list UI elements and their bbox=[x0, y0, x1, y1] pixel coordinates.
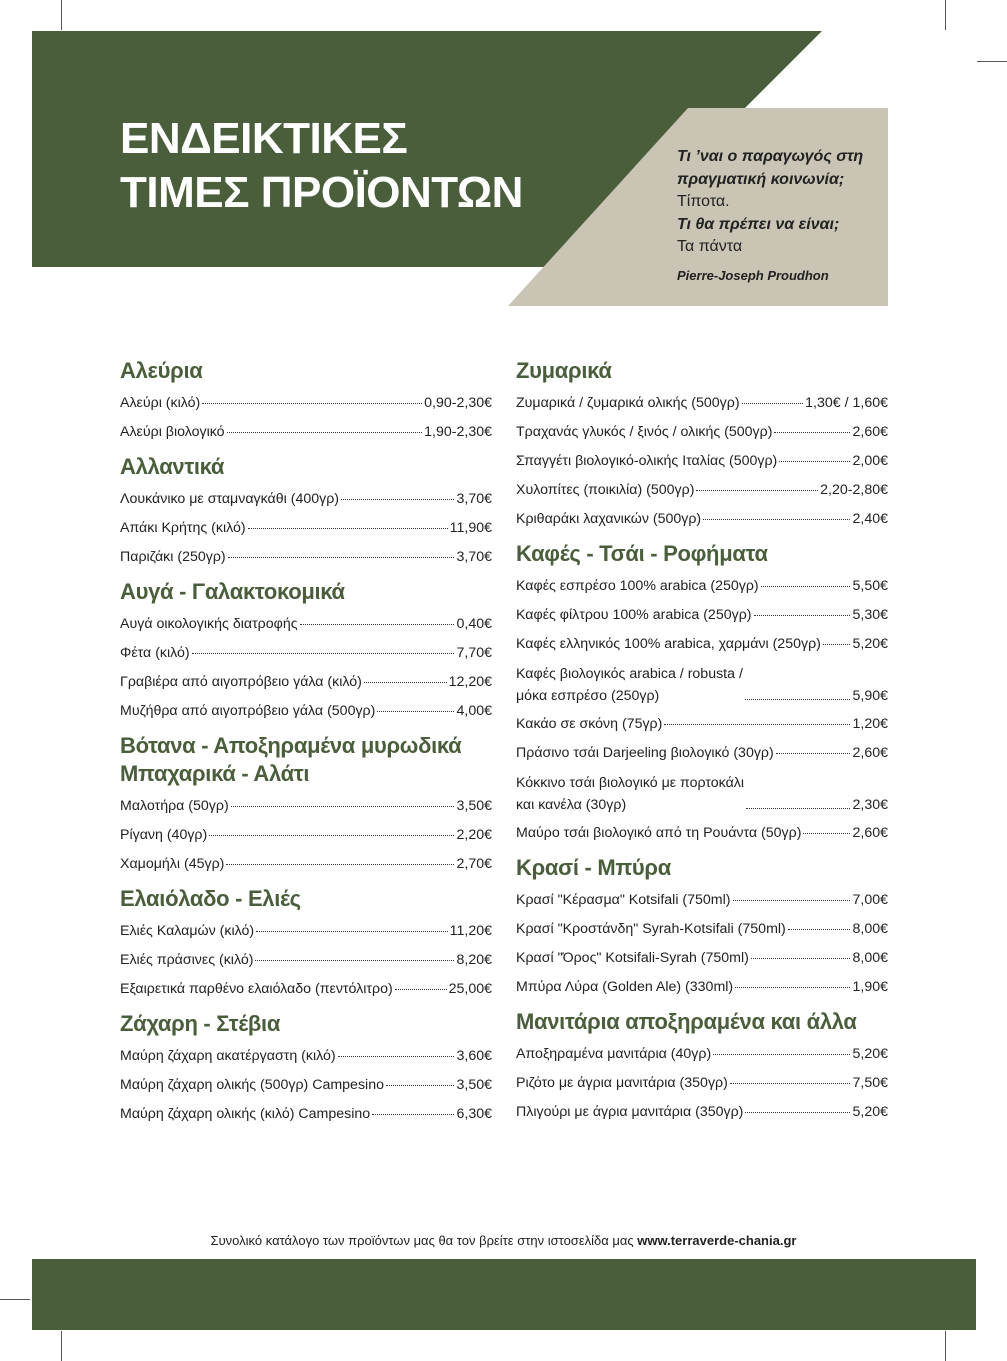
footer-note: Συνολικό κατάλογο των προϊόντων μας θα τον βρείτε στην ιστοσελίδα μας bbox=[210, 1233, 634, 1248]
quote-line: Τι θα πρέπει να είναι; bbox=[677, 215, 840, 233]
section-title-line: Βότανα - Αποξηραμένα μυρωδικά bbox=[120, 733, 462, 758]
product-price: 11,20€ bbox=[449, 923, 492, 939]
product-row bbox=[516, 710, 888, 739]
product-price: 2,70€ bbox=[456, 856, 492, 872]
product-name: Κρασί "Κέρασμα" Kotsifali (750ml) bbox=[516, 892, 731, 908]
product-price: 1,30€ / 1,60€ bbox=[805, 395, 888, 411]
product-price: 6,30€ bbox=[456, 1106, 492, 1122]
dot-leader bbox=[703, 519, 850, 520]
price-section bbox=[120, 1010, 492, 1129]
product-price: 2,20€ bbox=[456, 827, 492, 843]
product-name-line: Καφές βιολογικός arabica / robusta / bbox=[516, 666, 743, 682]
page-title bbox=[120, 112, 523, 220]
price-section bbox=[516, 854, 888, 1002]
product-price: 1,20€ bbox=[852, 716, 888, 732]
product-row bbox=[120, 1071, 492, 1100]
product-price: 5,50€ bbox=[852, 578, 888, 594]
dot-leader bbox=[735, 987, 850, 988]
product-price: 2,30€ bbox=[852, 797, 888, 813]
product-row bbox=[516, 572, 888, 601]
product-row bbox=[516, 505, 888, 534]
product-row bbox=[516, 1040, 888, 1069]
crop-mark bbox=[977, 61, 1007, 62]
product-name-line: Κόκκινο τσάι βιολογικό με πορτοκάλι bbox=[516, 775, 745, 791]
product-row bbox=[516, 739, 888, 768]
left-column bbox=[120, 357, 492, 1135]
product-row bbox=[516, 418, 888, 447]
product-name: Κακάο σε σκόνη (75γρ) bbox=[516, 716, 663, 732]
section-title-line: Ελαιόλαδο - Ελιές bbox=[120, 886, 301, 911]
section-title-line: Καφές - Τσάι - Ροφήματα bbox=[516, 541, 768, 566]
dot-leader bbox=[779, 461, 850, 462]
product-row bbox=[120, 697, 492, 726]
product-name: Πράσινο τσάι Darjeeling βιολογικό (30γρ) bbox=[516, 745, 774, 761]
product-name: Λουκάνικο με σταμναγκάθι (400γρ) bbox=[120, 491, 340, 507]
section-title-line: Αυγά - Γαλακτοκομικά bbox=[120, 579, 345, 604]
product-price: 25,00€ bbox=[448, 981, 492, 997]
dot-leader bbox=[761, 586, 851, 587]
dot-leader bbox=[730, 1083, 851, 1084]
product-price: 2,40€ bbox=[852, 511, 888, 527]
product-price: 5,90€ bbox=[852, 688, 888, 704]
product-name: Απάκι Κρήτης (κιλό) bbox=[120, 520, 246, 536]
product-name: Μαύρη ζάχαρη ακατέργαστη (κιλό) bbox=[120, 1048, 336, 1064]
product-row bbox=[516, 886, 888, 915]
product-row bbox=[516, 973, 888, 1002]
product-row bbox=[120, 543, 492, 572]
product-price: 5,20€ bbox=[852, 636, 888, 652]
product-row bbox=[516, 601, 888, 630]
product-price: 0,40€ bbox=[456, 616, 492, 632]
quote-line: Τα πάντα bbox=[677, 238, 743, 255]
dot-leader bbox=[774, 432, 850, 433]
product-name: Αποξηραμένα μανιτάρια (40γρ) bbox=[516, 1046, 712, 1062]
price-section bbox=[516, 1008, 888, 1127]
product-price: 3,60€ bbox=[456, 1048, 492, 1064]
dot-leader bbox=[788, 929, 851, 930]
dot-leader bbox=[696, 490, 818, 491]
dot-leader bbox=[341, 499, 454, 500]
product-name: Ριζότο με άγρια μανιτάρια (350γρ) bbox=[516, 1075, 728, 1091]
dot-leader bbox=[209, 835, 454, 836]
product-name: Εξαιρετικά παρθένο ελαιόλαδο (πεντόλιτρο) bbox=[120, 981, 393, 997]
product-name: Μαύρο τσάι βιολογικό από τη Ρουάντα (50γρ) bbox=[516, 825, 802, 841]
section-title bbox=[516, 357, 888, 385]
product-name: Ρίγανη (40γρ) bbox=[120, 827, 208, 843]
dot-leader bbox=[733, 900, 851, 901]
product-price: 2,00€ bbox=[852, 453, 888, 469]
product-row bbox=[516, 663, 888, 707]
product-name: Πλιγούρι με άγρια μανιτάρια (350γρ) bbox=[516, 1104, 744, 1120]
dot-leader bbox=[256, 931, 448, 932]
dot-leader bbox=[803, 833, 850, 834]
product-row bbox=[516, 630, 888, 659]
product-name: Τραχανάς γλυκός / ξινός / ολικής (500γρ) bbox=[516, 424, 773, 440]
price-section bbox=[516, 540, 888, 848]
dot-leader bbox=[751, 958, 851, 959]
product-price: 3,50€ bbox=[456, 1077, 492, 1093]
section-title bbox=[516, 1008, 888, 1036]
product-row bbox=[120, 917, 492, 946]
price-section bbox=[516, 357, 888, 534]
product-row bbox=[516, 1069, 888, 1098]
product-row bbox=[120, 485, 492, 514]
quote-line: Τι ’ναι ο παραγωγός στη bbox=[677, 148, 864, 165]
product-price: 7,50€ bbox=[852, 1075, 888, 1091]
quote-line: πραγματική κοινωνία; bbox=[677, 170, 845, 188]
crop-mark bbox=[945, 1331, 946, 1361]
product-row bbox=[516, 1098, 888, 1127]
price-section bbox=[120, 732, 492, 879]
dot-leader bbox=[338, 1056, 455, 1057]
product-price: 3,50€ bbox=[456, 798, 492, 814]
product-name: Κριθαράκι λαχανικών (500γρ) bbox=[516, 511, 702, 527]
dot-leader bbox=[377, 711, 454, 712]
product-name: Ελιές πράσινες (κιλό) bbox=[120, 952, 254, 968]
dot-leader bbox=[742, 403, 804, 404]
product-name: Μαλοτήρα (50γρ) bbox=[120, 798, 229, 814]
product-price: 5,30€ bbox=[852, 607, 888, 623]
product-name: Χαμομήλι (45γρ) bbox=[120, 856, 225, 872]
section-title bbox=[120, 732, 492, 788]
product-row bbox=[516, 476, 888, 505]
product-row bbox=[120, 668, 492, 697]
product-name-line: και κανέλα (30γρ) bbox=[516, 797, 627, 813]
product-price: 7,70€ bbox=[456, 645, 492, 661]
product-name: Αλεύρι (κιλό) bbox=[120, 395, 201, 411]
dot-leader bbox=[776, 753, 851, 754]
section-title bbox=[516, 540, 888, 568]
product-name: Μπύρα Λύρα (Golden Ale) (330ml) bbox=[516, 979, 734, 995]
footer-band bbox=[32, 1259, 976, 1330]
product-price: 2,20-2,80€ bbox=[820, 482, 888, 498]
product-name: Παριζάκι (250γρ) bbox=[120, 549, 226, 565]
product-row bbox=[120, 975, 492, 1004]
product-name: Χυλοπίτες (ποικιλία) (500γρ) bbox=[516, 482, 695, 498]
product-name: Αυγά οικολογικής διατροφής bbox=[120, 616, 298, 632]
product-row bbox=[516, 944, 888, 973]
section-title bbox=[120, 885, 492, 913]
product-price: 5,20€ bbox=[852, 1104, 888, 1120]
product-price: 8,00€ bbox=[852, 921, 888, 937]
product-name: Σπαγγέτι βιολογικό-ολικής Ιταλίας (500γρ) bbox=[516, 453, 778, 469]
website-link[interactable]: www.terraverde-chania.gr bbox=[637, 1233, 797, 1248]
dot-leader bbox=[228, 557, 455, 558]
section-title bbox=[516, 854, 888, 882]
price-section bbox=[120, 453, 492, 572]
dot-leader bbox=[255, 960, 454, 961]
product-name: Γραβιέρα από αιγοπρόβειο γάλα (κιλό) bbox=[120, 674, 362, 690]
product-row bbox=[516, 819, 888, 848]
product-row bbox=[120, 821, 492, 850]
dot-leader bbox=[745, 1112, 850, 1113]
product-row bbox=[120, 1042, 492, 1071]
product-name: Μαύρη ζάχαρη ολικής (κιλό) Campesino bbox=[120, 1106, 371, 1122]
dot-leader bbox=[202, 403, 422, 404]
product-row bbox=[120, 610, 492, 639]
product-price: 1,90-2,30€ bbox=[424, 424, 492, 440]
crop-mark bbox=[61, 0, 62, 30]
product-price: 2,60€ bbox=[852, 424, 888, 440]
product-price: 11,90€ bbox=[449, 520, 492, 536]
product-price: 2,60€ bbox=[852, 745, 888, 761]
section-title-line: Αλεύρια bbox=[120, 358, 203, 383]
product-name: Ελιές Καλαμών (κιλό) bbox=[120, 923, 255, 939]
product-name: Κρασί "Κροστάνδη" Syrah-Kotsifali (750ml) bbox=[516, 921, 786, 937]
section-title-line: Αλλαντικά bbox=[120, 454, 225, 479]
price-section bbox=[120, 885, 492, 1004]
product-name: Ζυμαρικά / ζυμαρικά ολικής (500γρ) bbox=[516, 395, 740, 411]
dot-leader bbox=[372, 1114, 454, 1115]
section-title bbox=[120, 578, 492, 606]
dot-leader bbox=[746, 808, 850, 809]
product-row bbox=[516, 447, 888, 476]
dot-leader bbox=[231, 806, 455, 807]
dot-leader bbox=[754, 615, 851, 616]
product-name: Καφές ελληνικός 100% arabica, χαρμάνι (250γρ) bbox=[516, 636, 821, 652]
section-title bbox=[120, 1010, 492, 1038]
product-row bbox=[516, 772, 888, 816]
product-row bbox=[120, 639, 492, 668]
product-row bbox=[516, 915, 888, 944]
crop-mark bbox=[945, 0, 946, 30]
title-line-1: ΕΝΔΕΙΚΤΙΚΕΣ bbox=[120, 114, 408, 163]
dot-leader bbox=[713, 1054, 850, 1055]
product-row bbox=[516, 389, 888, 418]
product-name-line: μόκα εσπρέσο (250γρ) bbox=[516, 688, 660, 704]
dot-leader bbox=[664, 724, 850, 725]
price-section bbox=[120, 578, 492, 726]
product-name: Αλεύρι βιολογικό bbox=[120, 424, 225, 440]
product-name bbox=[516, 772, 744, 816]
product-row bbox=[120, 850, 492, 879]
product-row bbox=[120, 389, 492, 418]
title-line-2: ΤΙΜΕΣ ΠΡΟΪΟΝΤΩΝ bbox=[120, 168, 523, 217]
dot-leader bbox=[300, 624, 455, 625]
product-row bbox=[120, 418, 492, 447]
dot-leader bbox=[745, 699, 851, 700]
product-row bbox=[120, 514, 492, 543]
product-price: 3,70€ bbox=[456, 491, 492, 507]
product-row bbox=[120, 1100, 492, 1129]
product-price: 0,90-2,30€ bbox=[424, 395, 492, 411]
product-price: 1,90€ bbox=[852, 979, 888, 995]
product-name: Κρασί "Όρος" Kotsifali-Syrah (750ml) bbox=[516, 950, 749, 966]
product-name: Καφές εσπρέσο 100% arabica (250γρ) bbox=[516, 578, 759, 594]
product-name: Φέτα (κιλό) bbox=[120, 645, 190, 661]
product-name: Μυζήθρα από αιγοπρόβειο γάλα (500γρ) bbox=[120, 703, 376, 719]
product-price: 4,00€ bbox=[456, 703, 492, 719]
dot-leader bbox=[226, 864, 454, 865]
section-title bbox=[120, 453, 492, 481]
product-row bbox=[120, 946, 492, 975]
section-title-line: Μπαχαρικά - Αλάτι bbox=[120, 761, 310, 786]
product-price: 5,20€ bbox=[852, 1046, 888, 1062]
dot-leader bbox=[192, 653, 455, 654]
dot-leader bbox=[823, 644, 851, 645]
product-name bbox=[516, 663, 743, 707]
product-price: 2,60€ bbox=[852, 825, 888, 841]
dot-leader bbox=[395, 989, 447, 990]
product-row bbox=[120, 792, 492, 821]
dot-leader bbox=[386, 1085, 455, 1086]
dot-leader bbox=[248, 528, 448, 529]
product-price: 3,70€ bbox=[456, 549, 492, 565]
product-name: Μαύρη ζάχαρη ολικής (500γρ) Campesino bbox=[120, 1077, 384, 1093]
footer-text bbox=[0, 1233, 1007, 1248]
product-price: 8,20€ bbox=[456, 952, 492, 968]
crop-mark bbox=[0, 1299, 30, 1300]
section-title-line: Ζυμαρικά bbox=[516, 358, 612, 383]
section-title-line: Μανιτάρια αποξηραμένα και άλλα bbox=[516, 1009, 857, 1034]
dot-leader bbox=[227, 432, 423, 433]
section-title bbox=[120, 357, 492, 385]
dot-leader bbox=[364, 682, 447, 683]
quote-author: Pierre-Joseph Proudhon bbox=[677, 267, 829, 283]
product-price: 7,00€ bbox=[852, 892, 888, 908]
product-price: 8,00€ bbox=[852, 950, 888, 966]
quote-line: Τίποτα. bbox=[677, 193, 730, 210]
product-name: Καφές φίλτρου 100% arabica (250γρ) bbox=[516, 607, 752, 623]
quote-text bbox=[677, 146, 887, 287]
crop-mark bbox=[61, 1331, 62, 1361]
right-column bbox=[516, 357, 888, 1133]
product-price: 12,20€ bbox=[448, 674, 492, 690]
section-title-line: Ζάχαρη - Στέβια bbox=[120, 1011, 281, 1036]
price-section bbox=[120, 357, 492, 447]
section-title-line: Κρασί - Μπύρα bbox=[516, 855, 671, 880]
